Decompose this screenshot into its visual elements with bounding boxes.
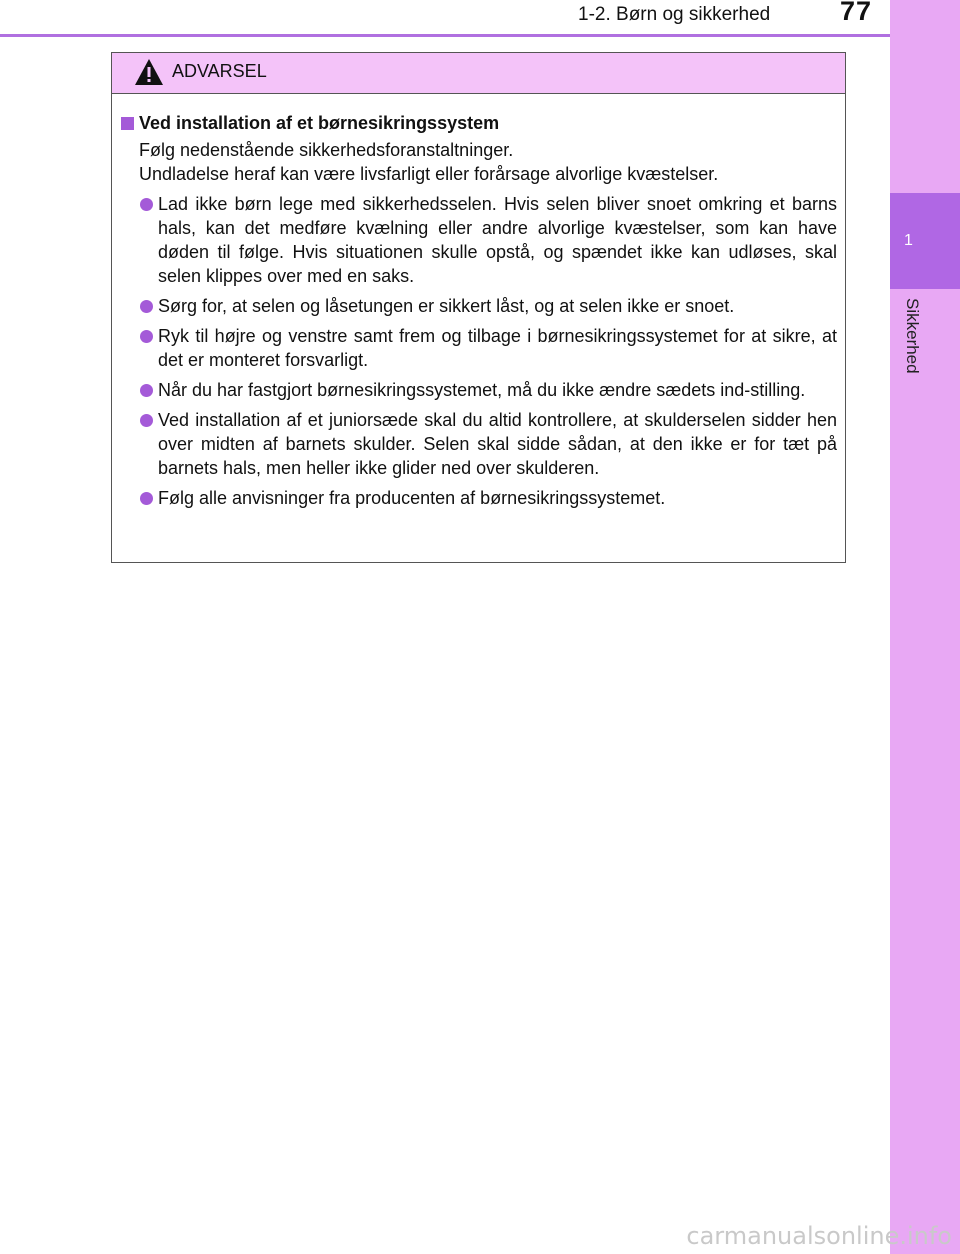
list-item (140, 192, 837, 288)
header-divider (0, 34, 890, 37)
list-item (140, 408, 837, 480)
chapter-label: Sikkerhed (903, 298, 922, 374)
list-item (140, 294, 837, 318)
bullet-text: Ryk til højre og venstre samt frem og tilbage i børnesikringssystemet for at sikre, at det er monteret forsvarligt. (158, 326, 837, 370)
warning-label: ADVARSEL (172, 61, 267, 81)
warning-box (111, 52, 846, 563)
bullet-dot-icon (140, 384, 153, 397)
chapter-number: 1 (904, 232, 913, 249)
intro-line: Undladelse heraf kan være livsfarligt eller forårsage alvorlige kvæstelser. (139, 164, 719, 184)
bullet-dot-icon (140, 300, 153, 313)
bullet-text: Når du har fastgjort børnesikringssystemet, må du ikke ændre sædets ind-stilling. (158, 380, 806, 400)
warning-intro (139, 138, 837, 186)
list-item (140, 324, 837, 372)
warning-bullet-list (121, 192, 837, 510)
bullet-text: Ved installation af et juniorsæde skal du altid kontrollere, at skulderselen sidder hen over midten af barnets skulder. Selen skal sidde sådan, at den ikke er for tæt på barnets hals, men heller ikke glider ned over skulderen. (158, 410, 837, 478)
warning-heading: Ved installation af et børnesikringssystem (139, 113, 500, 133)
section-title: 1-2. Børn og sikkerhed (578, 4, 771, 25)
bullet-dot-icon (140, 414, 153, 427)
bullet-dot-icon (140, 198, 153, 211)
page-number: 77 (840, 0, 873, 26)
list-item (140, 378, 837, 402)
intro-line: Følg nedenstående sikkerhedsforanstaltninger. (139, 140, 514, 160)
warning-body (112, 94, 845, 510)
bullet-dot-icon (140, 330, 153, 343)
bullet-dot-icon (140, 492, 153, 505)
warning-triangle-icon (134, 58, 164, 86)
warning-heading-row (121, 110, 837, 136)
bullet-text: Følg alle anvisninger fra producenten af børnesikringssystemet. (158, 488, 666, 508)
watermark[interactable]: carmanualsonline.info (686, 1222, 952, 1250)
square-bullet-icon (121, 117, 134, 130)
chapter-sidebar (890, 0, 960, 1254)
warning-header (112, 53, 845, 94)
bullet-text: Lad ikke børn lege med sikkerhedsselen. Hvis selen bliver snoet omkring et barns hals, kan det medføre kvælning eller andre alvorlige kvæstelser, som kan have døden til følge. Hvis situationen skulle opstå, og spændet ikke kan udløses, skal selen klippes over med en saks. (158, 194, 837, 286)
list-item (140, 486, 837, 510)
bullet-text: Sørg for, at selen og låsetungen er sikkert låst, og at selen ikke er snoet. (158, 296, 735, 316)
